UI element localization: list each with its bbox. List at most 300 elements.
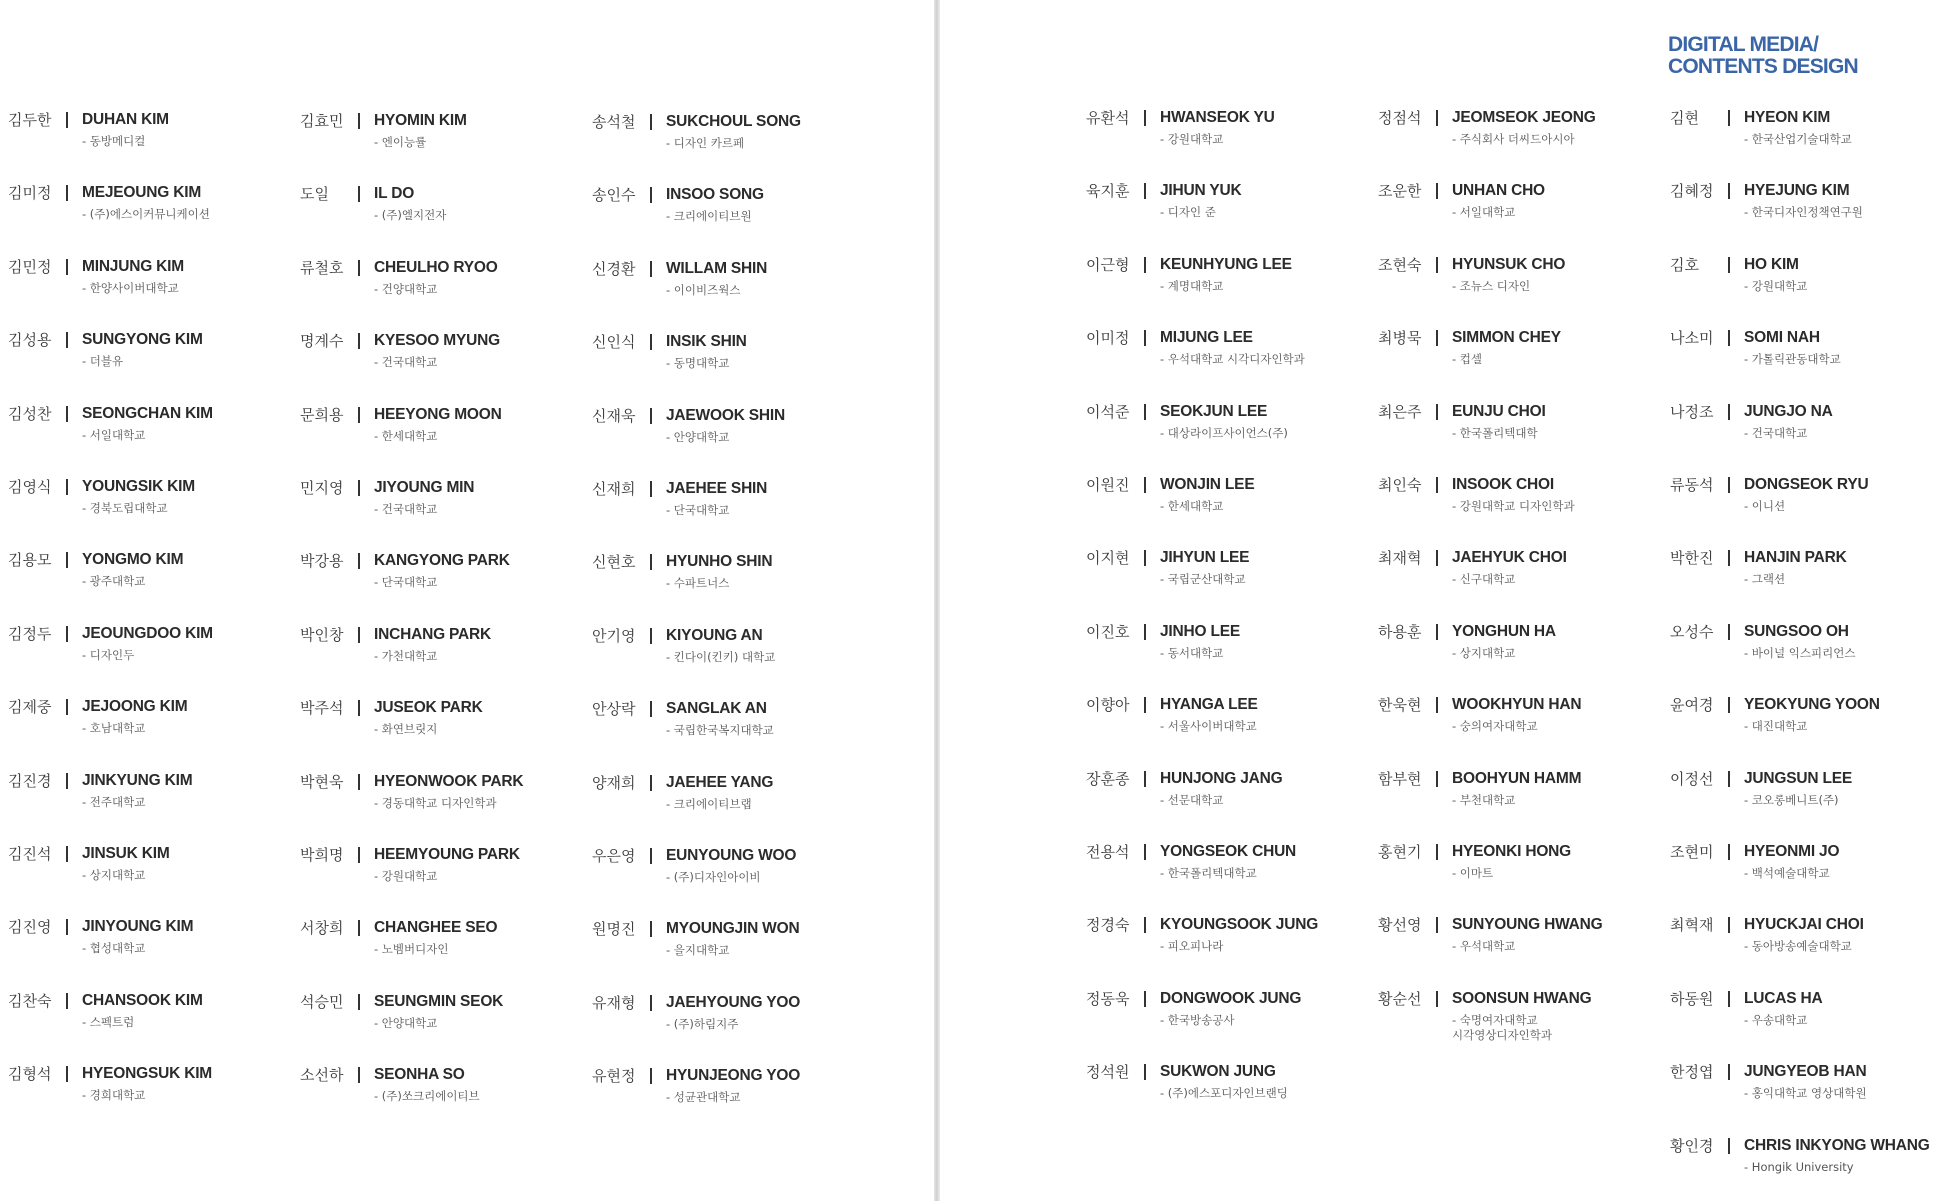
separator-bar — [650, 775, 652, 791]
directory-entry — [8, 110, 308, 170]
separator-bar — [66, 479, 68, 495]
korean-name: 김정두 — [8, 624, 52, 643]
separator-bar — [650, 554, 652, 570]
english-name: WILLAM SHIN — [666, 259, 768, 277]
korean-name: 박인창 — [300, 625, 344, 644]
directory-entry — [8, 257, 308, 317]
affiliation: - 홍익대학교 영상대학원 — [1744, 1086, 1867, 1101]
affiliation: - 강원대학교 — [1160, 132, 1224, 146]
directory-entry — [1086, 475, 1386, 535]
affiliation: - 코오롱베니트(주) — [1744, 792, 1839, 807]
korean-name: 최혁재 — [1670, 916, 1714, 935]
affiliation: - 대진대학교 — [1744, 719, 1808, 734]
english-name: HYEJUNG KIM — [1744, 182, 1850, 200]
affiliation: - 주식회사 더씨드아시아 — [1452, 132, 1575, 146]
english-name: DONGSEOK RYU — [1744, 476, 1869, 493]
english-name: HEEMYOUNG PARK — [374, 846, 520, 863]
directory-entry — [300, 772, 600, 832]
affiliation: - 건국대학교 — [374, 355, 438, 370]
affiliation: - 숙명여자대학교 시각영상디자인학과 — [1452, 1012, 1552, 1042]
english-name: SEONGCHAN KIM — [82, 404, 213, 422]
english-name: JINSUK KIM — [82, 845, 170, 862]
separator-bar — [1728, 257, 1730, 273]
korean-name: 송석철 — [592, 113, 636, 131]
english-name: YOUNGSIK KIM — [82, 478, 195, 495]
separator-bar — [1144, 550, 1146, 566]
directory-entry — [1086, 402, 1386, 462]
affiliation: - 화연브릿지 — [374, 722, 438, 737]
separator-bar — [66, 1066, 68, 1082]
affiliation: - 강원대학교 — [1744, 278, 1808, 293]
separator-bar — [66, 406, 68, 422]
directory-entry — [300, 698, 600, 758]
english-name: BOOHYUN HAMM — [1452, 769, 1582, 787]
english-name: YONGSEOK CHUN — [1160, 843, 1297, 860]
separator-bar — [1436, 917, 1438, 933]
separator-bar — [1144, 697, 1146, 713]
separator-bar — [358, 774, 360, 790]
separator-bar — [1728, 404, 1730, 420]
affiliation: - 그랙션 — [1744, 572, 1786, 587]
english-name: MEJEOUNG KIM — [82, 184, 202, 202]
directory-entry — [1378, 475, 1678, 535]
english-name: MYOUNGJIN WON — [666, 920, 800, 938]
directory-entry — [592, 112, 892, 172]
korean-name: 안기영 — [592, 626, 636, 645]
english-name: SEUNGMIN SEOK — [374, 992, 504, 1010]
korean-name: 이근형 — [1086, 255, 1130, 274]
english-name: SUNGSOO OH — [1744, 622, 1849, 640]
english-name: SOONSUN HWANG — [1452, 989, 1592, 1007]
korean-name: 신재욱 — [592, 406, 636, 425]
english-name: HUNJONG JANG — [1160, 769, 1283, 787]
directory-entry — [1086, 695, 1386, 755]
english-name: HYEONGSUK KIM — [82, 1065, 213, 1083]
english-name: JINKYUNG KIM — [82, 771, 193, 789]
english-name: SEOKJUN LEE — [1160, 402, 1268, 420]
korean-name: 우은영 — [592, 847, 636, 865]
separator-bar — [1728, 917, 1730, 933]
separator-bar — [1728, 183, 1730, 199]
english-name: DUHAN KIM — [82, 111, 169, 128]
korean-name: 황인경 — [1670, 1136, 1714, 1155]
right-page — [940, 0, 1933, 1201]
directory-entry — [592, 185, 892, 245]
separator-bar — [358, 333, 360, 349]
english-name: SOMI NAH — [1744, 329, 1820, 347]
affiliation: - 단국대학교 — [666, 503, 730, 517]
separator-bar — [1144, 1064, 1146, 1080]
directory-entry — [1378, 181, 1678, 241]
korean-name: 하동원 — [1670, 989, 1714, 1008]
directory-entry — [1086, 842, 1386, 902]
directory-entry — [1670, 328, 1933, 388]
korean-name: 이원진 — [1086, 476, 1130, 494]
affiliation: - 동명대학교 — [666, 356, 730, 371]
affiliation: - 동서대학교 — [1160, 645, 1224, 660]
english-name: JUNGJO NA — [1744, 402, 1833, 420]
separator-bar — [1728, 624, 1730, 640]
separator-bar — [1144, 917, 1146, 933]
affiliation: - (주)디자인아이비 — [666, 870, 761, 884]
affiliation: - 숭의여자대학교 — [1452, 719, 1538, 734]
directory-entry — [592, 1066, 892, 1126]
korean-name: 유현정 — [592, 1067, 636, 1086]
english-name: JEOUNGDOO KIM — [82, 624, 213, 642]
korean-name: 김두한 — [8, 111, 52, 129]
english-name: JUNGSUN LEE — [1744, 769, 1853, 787]
korean-name: 김진석 — [8, 845, 52, 863]
separator-bar — [1436, 110, 1438, 126]
english-name: WOOKHYUN HAN — [1452, 696, 1582, 714]
directory-entry — [592, 259, 892, 319]
korean-name: 최은주 — [1378, 402, 1422, 421]
directory-entry — [1670, 548, 1933, 608]
affiliation: - 국립한국복지대학교 — [666, 723, 774, 738]
affiliation: - 수파트너스 — [666, 576, 730, 591]
separator-bar — [358, 1067, 360, 1083]
separator-bar — [1728, 550, 1730, 566]
english-name: SUNYOUNG HWANG — [1452, 916, 1603, 934]
directory-entry — [300, 1065, 600, 1125]
affiliation: - 동방메디컬 — [82, 134, 146, 148]
english-name: HEEYONG MOON — [374, 405, 502, 423]
directory-entry — [1670, 989, 1933, 1049]
separator-bar — [1144, 477, 1146, 493]
separator-bar — [1144, 330, 1146, 346]
korean-name: 김제중 — [8, 698, 52, 717]
affiliation: - 피오피나라 — [1160, 939, 1224, 954]
english-name: HYEONMI JO — [1744, 843, 1840, 860]
directory-entry — [8, 404, 308, 464]
directory-entry — [8, 1064, 308, 1124]
korean-name: 명계수 — [300, 332, 344, 351]
english-name: JAEHYUK CHOI — [1452, 549, 1567, 567]
korean-name: 최인숙 — [1378, 476, 1422, 494]
separator-bar — [358, 847, 360, 863]
separator-bar — [1728, 477, 1730, 493]
korean-name: 박한진 — [1670, 549, 1714, 568]
affiliation: - 조뉴스 디자인 — [1452, 278, 1531, 293]
affiliation: - 스펙트럼 — [82, 1014, 135, 1029]
directory-entry — [1670, 475, 1933, 535]
english-name: HWANSEOK YU — [1160, 109, 1275, 126]
separator-bar — [650, 921, 652, 937]
affiliation: - 건국대학교 — [374, 502, 438, 516]
directory-entry — [8, 550, 308, 610]
korean-name: 황순선 — [1378, 989, 1422, 1008]
english-name: KEUNHYUNG LEE — [1160, 255, 1292, 273]
directory-entry — [1670, 1136, 1933, 1196]
korean-name: 정동욱 — [1086, 989, 1130, 1008]
directory-entry — [300, 331, 600, 391]
directory-entry — [1086, 622, 1386, 682]
separator-bar — [1728, 1138, 1730, 1154]
english-name: DONGWOOK JUNG — [1160, 989, 1302, 1007]
english-name: MIJUNG LEE — [1160, 329, 1253, 347]
directory-entry — [8, 844, 308, 904]
separator-bar — [650, 701, 652, 717]
korean-name: 장훈종 — [1086, 769, 1130, 788]
english-name: KIYOUNG AN — [666, 626, 763, 644]
separator-bar — [1728, 697, 1730, 713]
separator-bar — [358, 407, 360, 423]
affiliation: - 경북도립대학교 — [82, 501, 168, 515]
affiliation: - 상지대학교 — [82, 868, 146, 882]
korean-name: 김호 — [1670, 255, 1699, 274]
affiliation: - 신구대학교 — [1452, 572, 1516, 587]
affiliation: - 백석예술대학교 — [1744, 866, 1830, 880]
korean-name: 김진영 — [8, 918, 52, 937]
korean-name: 양재희 — [592, 773, 636, 792]
korean-name: 소선하 — [300, 1066, 344, 1085]
separator-bar — [358, 186, 360, 202]
english-name: JAEHEE YANG — [666, 773, 774, 791]
separator-bar — [650, 628, 652, 644]
directory-entry — [1670, 1062, 1933, 1122]
affiliation: - 안양대학교 — [666, 429, 730, 444]
directory-entry — [300, 184, 600, 244]
directory-entry — [1670, 181, 1933, 241]
affiliation: - 우송대학교 — [1744, 1012, 1808, 1027]
korean-name: 문희용 — [300, 405, 344, 424]
english-name: SUKWON JUNG — [1160, 1063, 1276, 1081]
korean-name: 도일 — [300, 185, 329, 204]
english-name: JEJOONG KIM — [82, 698, 188, 716]
korean-name: 전용석 — [1086, 843, 1130, 861]
korean-name: 나정조 — [1670, 402, 1714, 421]
separator-bar — [358, 627, 360, 643]
separator-bar — [1144, 183, 1146, 199]
separator-bar — [1144, 624, 1146, 640]
korean-name: 최재혁 — [1378, 549, 1422, 568]
affiliation: - 협성대학교 — [82, 941, 146, 956]
separator-bar — [650, 848, 652, 864]
korean-name: 이진호 — [1086, 622, 1130, 641]
directory-entry — [1670, 769, 1933, 829]
directory-entry — [8, 771, 308, 831]
directory-entry — [1670, 402, 1933, 462]
directory-entry — [1378, 915, 1678, 975]
affiliation: - 경희대학교 — [82, 1088, 146, 1103]
korean-name: 박현욱 — [300, 772, 344, 791]
korean-name: 김혜정 — [1670, 182, 1714, 201]
korean-name: 이미정 — [1086, 329, 1130, 348]
affiliation: - 한세대학교 — [1160, 499, 1224, 513]
directory-entry — [1378, 842, 1678, 902]
left-page — [0, 0, 934, 1201]
directory-entry — [300, 258, 600, 318]
korean-name: 이석준 — [1086, 402, 1130, 421]
korean-name: 김찬숙 — [8, 991, 52, 1010]
affiliation: - 가톨릭관동대학교 — [1744, 352, 1841, 367]
korean-name: 신재희 — [592, 480, 636, 498]
english-name: MINJUNG KIM — [82, 257, 184, 275]
separator-bar — [650, 408, 652, 424]
directory-entry — [8, 330, 308, 390]
directory-entry — [1086, 181, 1386, 241]
separator-bar — [1436, 257, 1438, 273]
directory-entry — [1086, 328, 1386, 388]
directory-entry — [1086, 108, 1386, 168]
affiliation: - 안양대학교 — [374, 1015, 438, 1030]
korean-name: 유환석 — [1086, 109, 1130, 127]
directory-entry — [592, 846, 892, 906]
directory-entry — [300, 111, 600, 171]
english-name: INCHANG PARK — [374, 625, 492, 643]
english-name: KYOUNGSOOK JUNG — [1160, 916, 1319, 934]
korean-name: 함부현 — [1378, 769, 1422, 788]
korean-name: 김진경 — [8, 771, 52, 790]
english-name: SUKCHOUL SONG — [666, 113, 801, 130]
korean-name: 송인수 — [592, 186, 636, 205]
separator-bar — [1728, 110, 1730, 126]
affiliation: - 이마트 — [1452, 866, 1494, 880]
directory-entry — [8, 697, 308, 757]
separator-bar — [650, 1068, 652, 1084]
english-name: JAEHYOUNG YOO — [666, 993, 801, 1011]
english-name: HYOMIN KIM — [374, 112, 467, 129]
english-name: KYESOO MYUNG — [374, 332, 500, 350]
separator-bar — [66, 626, 68, 642]
separator-bar — [1436, 771, 1438, 787]
separator-bar — [66, 185, 68, 201]
english-name: JAEHEE SHIN — [666, 480, 768, 497]
separator-bar — [1436, 183, 1438, 199]
affiliation: - 노벰버디자인 — [374, 942, 449, 957]
english-name: KANGYONG PARK — [374, 552, 510, 570]
affiliation: - 경동대학교 디자인학과 — [374, 795, 497, 810]
directory-entry — [1378, 255, 1678, 315]
directory-entry — [1378, 989, 1678, 1049]
english-name: CHANGHEE SEO — [374, 919, 498, 937]
directory-entry — [1378, 622, 1678, 682]
separator-bar — [1728, 330, 1730, 346]
english-name: HYUNHO SHIN — [666, 553, 773, 571]
english-name: JIHUN YUK — [1160, 182, 1242, 200]
directory-entry — [1670, 255, 1933, 315]
directory-entry — [592, 552, 892, 612]
korean-name: 김민정 — [8, 257, 52, 276]
separator-bar — [1144, 771, 1146, 787]
korean-name: 최병묵 — [1378, 329, 1422, 348]
english-name: INSOOK CHOI — [1452, 476, 1555, 493]
korean-name: 서창희 — [300, 919, 344, 938]
directory-entry — [8, 183, 308, 243]
separator-bar — [1728, 991, 1730, 1007]
separator-bar — [358, 920, 360, 936]
directory-entry — [1086, 1062, 1386, 1122]
separator-bar — [1144, 110, 1146, 126]
english-name: HYANGA LEE — [1160, 696, 1258, 714]
separator-bar — [1436, 477, 1438, 493]
korean-name: 김효민 — [300, 112, 344, 130]
korean-name: 하용훈 — [1378, 622, 1422, 641]
affiliation: - (주)에스포디자인브랜딩 — [1160, 1086, 1288, 1101]
separator-bar — [358, 260, 360, 276]
affiliation: - 바이널 익스피리언스 — [1744, 645, 1856, 660]
korean-name: 육지훈 — [1086, 182, 1130, 201]
korean-name: 신경환 — [592, 259, 636, 278]
affiliation: - 한국산업기술대학교 — [1744, 132, 1852, 146]
affiliation: - 강원대학교 디자인학과 — [1452, 499, 1575, 513]
affiliation: - 동아방송예술대학교 — [1744, 939, 1852, 954]
korean-name: 신현호 — [592, 553, 636, 572]
korean-name: 김영식 — [8, 478, 52, 496]
english-name: CHANSOOK KIM — [82, 991, 203, 1009]
affiliation: - 단국대학교 — [374, 575, 438, 590]
directory-entry — [592, 919, 892, 979]
affiliation: - 대상라이프사이언스(주) — [1160, 425, 1288, 440]
separator-bar — [358, 994, 360, 1010]
korean-name: 김형석 — [8, 1065, 52, 1084]
separator-bar — [650, 481, 652, 497]
directory-entry — [1670, 842, 1933, 902]
english-name: JINYOUNG KIM — [82, 918, 194, 936]
directory-entry — [8, 991, 308, 1051]
separator-bar — [358, 480, 360, 496]
separator-bar — [1436, 550, 1438, 566]
korean-name: 원명진 — [592, 920, 636, 939]
korean-name: 박희명 — [300, 846, 344, 864]
separator-bar — [1436, 991, 1438, 1007]
separator-bar — [650, 261, 652, 277]
separator-bar — [1728, 844, 1730, 860]
korean-name: 나소미 — [1670, 329, 1714, 348]
directory-entry — [1378, 108, 1678, 168]
directory-entry — [1670, 108, 1933, 168]
korean-name: 조운한 — [1378, 182, 1422, 201]
affiliation: - (주)하림지주 — [666, 1016, 739, 1031]
affiliation: - 부천대학교 — [1452, 792, 1516, 807]
korean-name: 조현숙 — [1378, 255, 1422, 274]
directory-entry — [1086, 769, 1386, 829]
directory-entry — [1670, 695, 1933, 755]
english-name: SEONHA SO — [374, 1066, 465, 1084]
affiliation: - (주)쏘크리에이티브 — [374, 1089, 480, 1104]
separator-bar — [1144, 844, 1146, 860]
directory-entry — [1086, 548, 1386, 608]
separator-bar — [66, 773, 68, 789]
affiliation: - 우석대학교 — [1452, 939, 1516, 954]
directory-entry — [8, 917, 308, 977]
affiliation: - 컵셀 — [1452, 352, 1483, 367]
directory-entry — [592, 626, 892, 686]
affiliation: - 선문대학교 — [1160, 792, 1224, 807]
english-name: INSIK SHIN — [666, 333, 747, 351]
english-name: HYUNJEONG YOO — [666, 1067, 801, 1085]
directory-entry — [1086, 915, 1386, 975]
affiliation: - 크리에이티브랩 — [666, 796, 752, 811]
english-name: JAEWOOK SHIN — [666, 406, 786, 424]
korean-name: 한정엽 — [1670, 1063, 1714, 1082]
directory-entry — [300, 918, 600, 978]
english-name: JIYOUNG MIN — [374, 479, 475, 496]
english-name: CHEULHO RYOO — [374, 258, 498, 276]
affiliation: - 전주대학교 — [82, 794, 146, 809]
affiliation: - 한국방송공사 — [1160, 1012, 1235, 1027]
separator-bar — [1144, 991, 1146, 1007]
affiliation: - 우석대학교 시각디자인학과 — [1160, 352, 1305, 367]
english-name: EUNYOUNG WOO — [666, 847, 797, 864]
separator-bar — [1144, 257, 1146, 273]
separator-bar — [66, 552, 68, 568]
korean-name: 이정선 — [1670, 769, 1714, 788]
affiliation: - 호남대학교 — [82, 721, 146, 736]
affiliation: - 한국디자인정책연구원 — [1744, 205, 1863, 220]
affiliation: - (주)에스이커뮤니케이션 — [82, 207, 210, 222]
directory-entry — [592, 332, 892, 392]
